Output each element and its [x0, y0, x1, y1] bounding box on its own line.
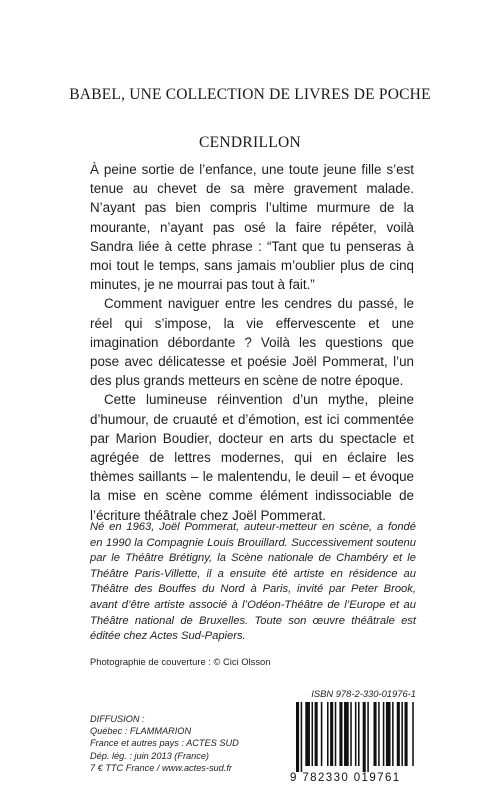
barcode-bar: [397, 702, 400, 766]
barcode-bar: [301, 702, 303, 772]
barcode-bar: [401, 702, 403, 766]
barcode-bar: [363, 702, 366, 772]
barcode-bar: [339, 702, 342, 766]
barcode-bar: [321, 702, 323, 766]
barcode-bar: [412, 702, 414, 766]
barcode-bar: [350, 702, 352, 766]
barcode-bar: [315, 702, 318, 766]
summary-paragraph: À peine sortie de l’enfance, une toute jeune fille s’est tenue au chevet de sa mère gravement malade. N’ayant pas bien compris l’ultime murmure de la mourante, n’ayant pas osé la faire répéter, voilà Sandra liée à cette phrase : “Tant que tu penseras à moi tout le temps, sans jamais m’oublier plus de cinq minutes, je ne mourrai pas tout à fait.”: [90, 162, 414, 293]
summary-paragraph: Cette lumineuse réinvention d’un mythe, pleine d’humour, de cruauté et d’émotion, est ici commentée par Marion Boudier, docteur en arts du spectacle et agrégée de lettres modernes, qui en éclaire les thèmes saillants – le malentendu, le deuil – et évoque la mise en scène comme élément indissociable de l’écriture théâtrale chez Joël Pommerat.: [90, 392, 414, 523]
distribution-heading: DIFFUSION :: [90, 714, 145, 724]
summary-paragraph: Comment naviguer entre les cendres du passé, le réel qui s’impose, la vie effervescente et une imagination débordante ? Voilà les questions que pose avec délicatesse et poésie Joël Pommerat, l’un des plus grands metteurs en scène de notre époque.: [90, 296, 414, 389]
photo-credit: Photographie de couverture : © Cici Olsson: [90, 656, 271, 667]
barcode-bar: [383, 702, 385, 766]
barcode-bar: [344, 702, 349, 766]
barcode-bar: [327, 702, 329, 766]
author-bio: [90, 520, 416, 645]
barcode-bar: [386, 702, 391, 766]
barcode-bar: [330, 702, 333, 766]
barcode-number: 9 782330 019761: [290, 772, 401, 784]
distribution-france: France et autres pays : ACTES SUD: [90, 738, 239, 749]
barcode-bar: [305, 702, 310, 766]
barcode-bar: [335, 702, 337, 766]
barcode-bar: [312, 702, 314, 766]
barcode-bar: [405, 702, 408, 766]
barcode-bar: [367, 702, 369, 772]
barcode-icon: [290, 702, 416, 776]
barcode-bar: [358, 702, 360, 766]
summary-text: [90, 160, 414, 525]
price: 7 € TTC France / www.actes-sud.fr: [90, 762, 232, 773]
barcode-bar: [374, 702, 377, 766]
barcode-bars: [290, 702, 416, 772]
distribution-quebec: Québec : FLAMMARION: [90, 726, 192, 737]
barcode-bar: [355, 702, 357, 766]
author-bio-text: Né en 1963, Joël Pommerat, auteur-metteur en scène, a fondé en 1990 la Compagnie Louis Brouillard. Successivement soutenu par le Théâtre Brétigny, la Scène nationale de Chambéry et le Théâtre Paris-Villette, il a ensuite été artiste en résidence au Théâtre des Bouffes du Nord à Paris, invité par Peter Brook, avant d’être artiste associé à l’Odéon-Théâtre de l’Europe et au Théâtre national de Bruxelles. Toute son œuvre théâtrale est éditée chez Actes Sud-Papiers.: [90, 521, 416, 643]
barcode-bar: [296, 702, 299, 772]
isbn: ISBN 978-2-330-01976-1: [311, 688, 416, 699]
barcode-bar: [378, 702, 380, 766]
series-title: BABEL, UNE COLLECTION DE LIVRES DE POCHE: [69, 86, 431, 103]
book-title: CENDRILLON: [198, 134, 302, 151]
barcode-bar: [392, 702, 394, 766]
distribution-info: [90, 713, 239, 774]
legal-deposit: Dép. lég. : juin 2013 (France): [90, 750, 209, 761]
